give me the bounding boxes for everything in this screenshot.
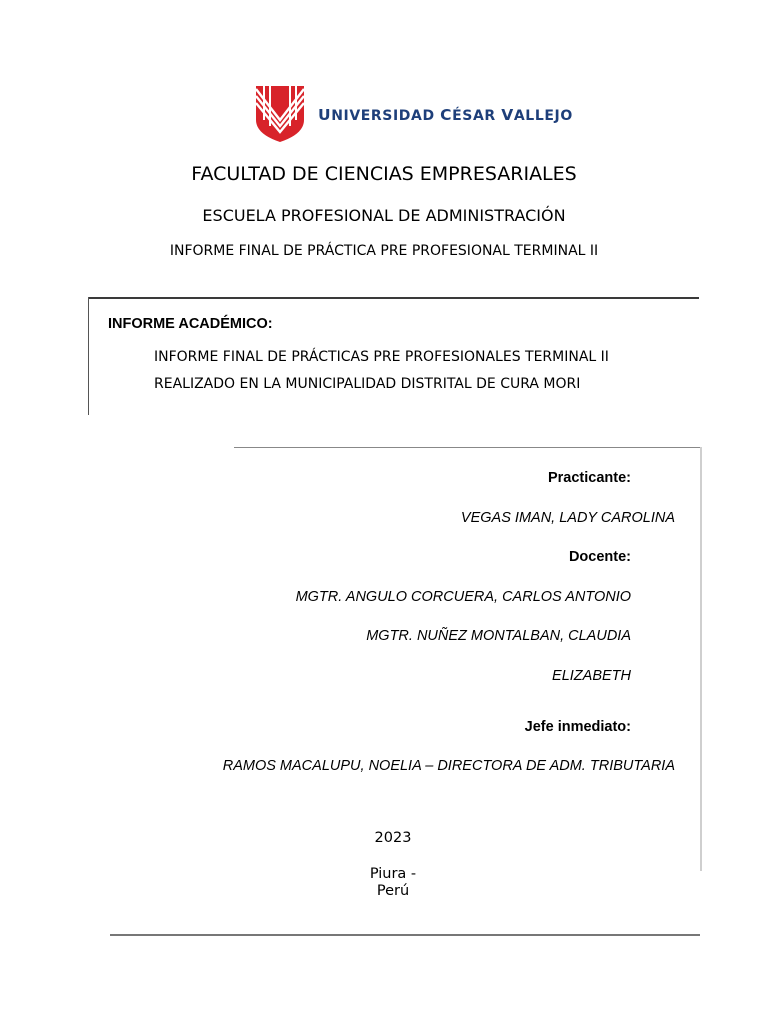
academic-report-label: INFORME ACADÉMICO: [108, 316, 273, 332]
jefe-label: Jefe inmediato: [524, 719, 631, 735]
bottom-rule [110, 934, 700, 936]
credits-box-right-border [700, 447, 702, 871]
place [360, 866, 426, 900]
practicante-name: VEGAS IMAN, LADY CAROLINA [460, 510, 675, 526]
docente-label: Docente: [568, 549, 631, 565]
practicante-label: Practicante: [547, 470, 631, 486]
faculty-title: FACULTAD DE CIENCIAS EMPRESARIALES [191, 163, 577, 185]
academic-box-left-border [88, 297, 89, 415]
year: 2023 [374, 830, 412, 846]
jefe-name: RAMOS MACALUPU, NOELIA – DIRECTORA DE ADM. TRIBUTARIA [222, 758, 675, 774]
docente-name-2: MGTR. NUÑEZ MONTALBAN, CLAUDIA [366, 628, 631, 644]
place-country: Perú [376, 883, 410, 899]
academic-box-top-border [88, 297, 699, 299]
academic-report-line-1: INFORME FINAL DE PRÁCTICAS PRE PROFESIONALES TERMINAL II [154, 349, 609, 365]
university-logo [256, 86, 573, 142]
ucv-shield-logo-icon [256, 86, 304, 142]
school-title: ESCUELA PROFESIONAL DE ADMINISTRACIÓN [202, 206, 566, 225]
place-city: Piura - [369, 866, 417, 882]
docente-name-1: MGTR. ANGULO CORCUERA, CARLOS ANTONIO [295, 589, 631, 605]
report-title: INFORME FINAL DE PRÁCTICA PRE PROFESIONAL TERMINAL II [169, 243, 599, 259]
academic-report-line-2: REALIZADO EN LA MUNICIPALIDAD DISTRITAL DE CURA MORI [154, 376, 581, 392]
credits-box-top-border [234, 447, 702, 448]
university-name: UNIVERSIDAD CÉSAR VALLEJO [318, 106, 573, 124]
docente-name-2-cont: ELIZABETH [552, 668, 631, 684]
